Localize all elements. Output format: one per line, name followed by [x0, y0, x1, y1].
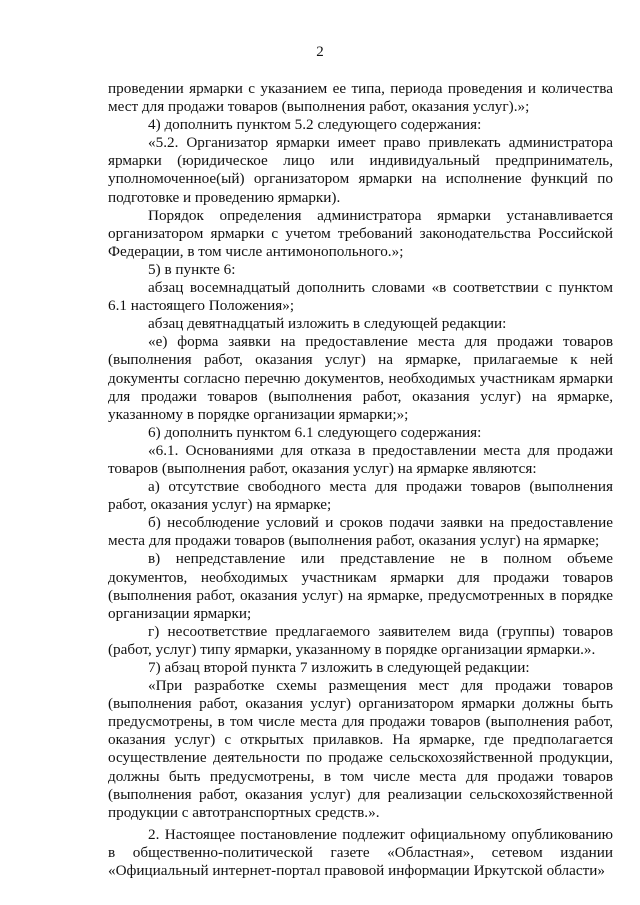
- paragraph-placement-scheme: «При разработке схемы размещения мест для продажи товаров (выполнения работ, оказания услуг) организатором ярмарки должны быть предусмотрены, в том числе места для продажи товаров (выполнения работ, оказания услуг) с открытых прилавков. На ярмарке, где предполагается осуществление деятельности по продаже сельскохозяйственной продукции, должны быть предусмотрены, в том числе места для продажи товаров (выполнения работ, оказания услуг) для реализации сельскохозяйственной продукции с автотранспортных средств.».: [108, 677, 613, 821]
- paragraph-nineteenth: абзац девятнадцатый изложить в следующей редакции:: [148, 315, 507, 333]
- paragraph-publication: 2. Настоящее постановление подлежит официальному опубликованию в общественно-политической газете «Областная», сетевом издании «Официальный интернет-портал правовой информации Иркутской области»: [108, 825, 613, 880]
- paragraph-reason-a: а) отсутствие свободного места для продажи товаров (выполнения работ, оказания услуг) на ярмарке;: [108, 478, 613, 514]
- paragraph-item-7: 7) абзац второй пункта 7 изложить в следующей редакции:: [148, 659, 530, 676]
- paragraph-item-4: 4) дополнить пунктом 5.2 следующего содержания:: [148, 116, 482, 134]
- paragraph-clause-6-1: «6.1. Основаниями для отказа в предоставлении места для продажи товаров (выполнения работ, оказания услуг) на ярмарке являются:: [108, 441, 613, 477]
- paragraph-continuation: проведении ярмарки с указанием ее типа, периода проведения и количества мест для продажи товаров (выполнения работ, оказания услуг).»;: [108, 80, 613, 116]
- paragraph-application-form: «е) форма заявки на предоставление места для продажи товаров (выполнения работ, оказания услуг) на ярмарке, прилагаемые к ней документы согласно перечню документов, необходимых участникам ярмарки для продажи товаров (выполнения работ, оказания услуг) на ярмарке, указанному в порядке организации ярмарки;»;: [108, 333, 613, 423]
- paragraph-reason-d: г) несоответствие предлагаемого заявителем вида (группы) товаров (работ, услуг) типу ярмарки, указанному в порядке организации ярмарки.».: [108, 622, 613, 658]
- paragraph-reason-c: в) непредставление или представление не в полном объеме документов, необходимых участникам ярмарки для продажи товаров (выполнения работ, оказания услуг) на ярмарке, предусмотренных в порядке организации ярмарки;: [108, 550, 613, 622]
- paragraph-eighteenth: абзац восемнадцатый дополнить словами «в соответствии с пунктом 6.1 настоящего Положения»;: [108, 279, 613, 315]
- paragraph-administrator-order: Порядок определения администратора ярмарки устанавливается организатором ярмарки с учетом требований законодательства Российской Федерации, в том числе антимонопольного.»;: [108, 206, 613, 260]
- paragraph-reason-b: б) несоблюдение условий и сроков подачи заявки на предоставление места для продажи товаров (выполнения работ, оказания услуг) на ярмарке;: [108, 514, 613, 550]
- paragraph-item-5: 5) в пункте 6:: [148, 260, 236, 278]
- paragraph-clause-5-2: «5.2. Организатор ярмарки имеет право привлекать администратора ярмарки (юридическое лицо или индивидуальный предприниматель, уполномоченное(ый) организатором ярмарки на исполнение функций по подготовке и проведению ярмарки).: [108, 134, 613, 206]
- page-number: 2: [316, 44, 324, 60]
- paragraph-item-6: 6) дополнить пунктом 6.1 следующего содержания:: [148, 423, 482, 441]
- document-body: [108, 80, 613, 880]
